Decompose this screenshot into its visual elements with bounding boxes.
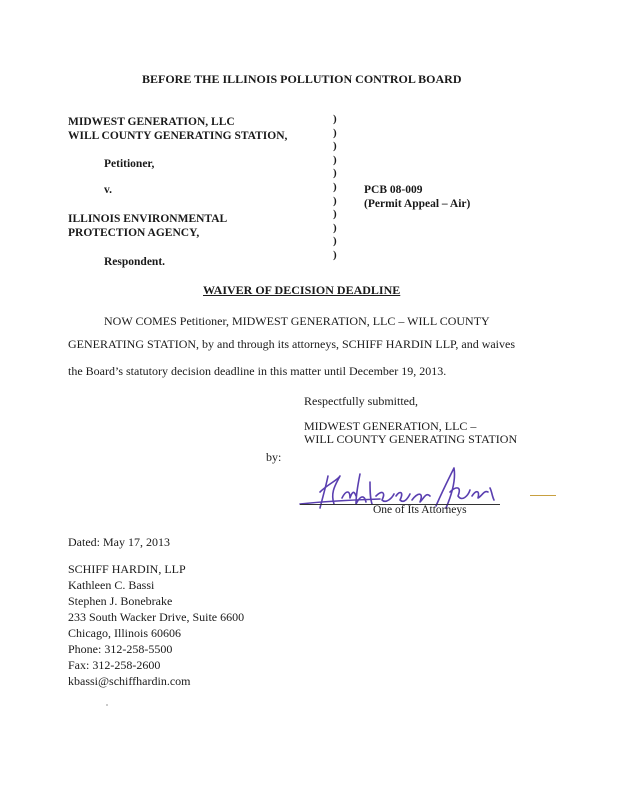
signature-accent-dash xyxy=(530,495,556,496)
paren: ) xyxy=(333,180,337,193)
signature-caption: One of Its Attorneys xyxy=(373,504,467,516)
body-line-3: the Board’s statutory decision deadline in this matter until December 19, 2013. xyxy=(68,364,447,378)
petitioner-name-line1: MIDWEST GENERATION, LLC xyxy=(68,116,235,128)
address-line-1: 233 South Wacker Drive, Suite 6600 xyxy=(68,610,245,624)
paren: ) xyxy=(333,235,337,248)
scan-speck xyxy=(106,704,108,706)
caption-paren-column xyxy=(333,113,337,263)
respondent-name-line2: PROTECTION AGENCY, xyxy=(68,227,200,239)
party-line-1: MIDWEST GENERATION, LLC – xyxy=(304,419,477,433)
body-line-1: NOW COMES Petitioner, MIDWEST GENERATION, LLC – WILL COUNTY xyxy=(104,314,490,328)
by-label: by: xyxy=(266,450,282,464)
attorney-name-1: Kathleen C. Bassi xyxy=(68,578,155,592)
fax-line: Fax: 312-258-2600 xyxy=(68,658,161,672)
paren: ) xyxy=(333,140,337,153)
waiver-heading: WAIVER OF DECISION DEADLINE xyxy=(203,283,401,297)
versus-label: v. xyxy=(104,184,112,196)
petitioner-name-line2: WILL COUNTY GENERATING STATION, xyxy=(68,130,288,142)
paren: ) xyxy=(333,126,337,139)
case-type: (Permit Appeal – Air) xyxy=(364,198,471,210)
attorney-name-2: Stephen J. Bonebrake xyxy=(68,594,173,608)
paren: ) xyxy=(333,208,337,221)
paren: ) xyxy=(333,113,337,125)
phone-line: Phone: 312-258-5500 xyxy=(68,642,173,656)
closing: Respectfully submitted, xyxy=(304,394,418,408)
dated-line: Dated: May 17, 2013 xyxy=(68,535,170,549)
paren: ) xyxy=(333,153,337,166)
paren: ) xyxy=(333,167,337,180)
body-line-2: GENERATING STATION, by and through its attorneys, SCHIFF HARDIN LLP, and waives xyxy=(68,337,516,351)
paren: ) xyxy=(333,221,337,234)
document-title: BEFORE THE ILLINOIS POLLUTION CONTROL BOARD xyxy=(142,72,462,86)
paren: ) xyxy=(333,194,337,207)
respondent-role: Respondent. xyxy=(104,256,166,268)
petitioner-role: Petitioner, xyxy=(104,158,155,170)
respondent-name-line1: ILLINOIS ENVIRONMENTAL xyxy=(68,213,228,225)
paren: ) xyxy=(333,248,337,261)
party-line-2: WILL COUNTY GENERATING STATION xyxy=(304,432,518,446)
firm-name: SCHIFF HARDIN, LLP xyxy=(68,562,186,576)
case-number: PCB 08-009 xyxy=(364,184,423,196)
address-line-2: Chicago, Illinois 60606 xyxy=(68,626,181,640)
email-line: kbassi@schiffhardin.com xyxy=(68,674,191,688)
